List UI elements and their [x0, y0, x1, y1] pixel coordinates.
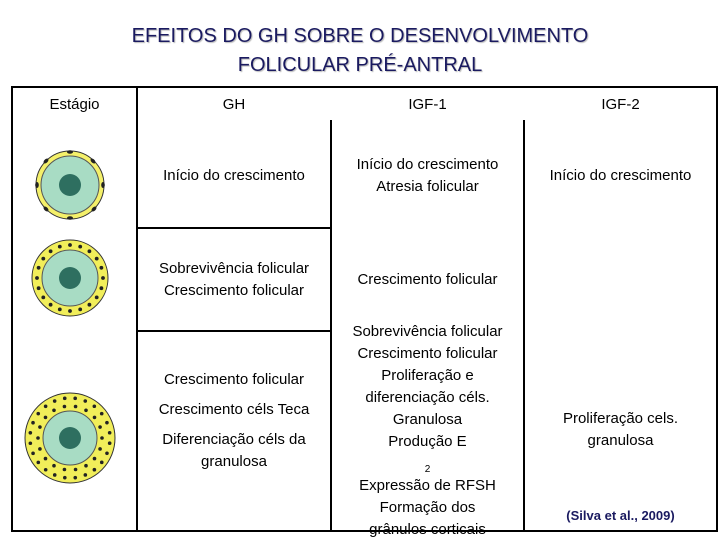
- granulosa-cell-nucleus: [44, 404, 48, 408]
- granulosa-cell-nucleus: [100, 461, 104, 465]
- granulosa-cell-nucleus: [36, 436, 40, 440]
- granulosa-cell-nucleus: [35, 276, 39, 280]
- granulosa-cell-nucleus: [29, 441, 33, 445]
- granulosa-cell-nucleus: [93, 457, 97, 461]
- granulosa-cell-nucleus: [68, 243, 72, 247]
- granulosa-cell-nucleus: [73, 476, 77, 480]
- granulosa-cell-nucleus: [29, 431, 33, 435]
- granulosa-cell-nucleus: [52, 464, 56, 468]
- granulosa-cell-nucleus: [88, 249, 92, 253]
- row1-igf2: Início do crescimento: [549, 166, 692, 184]
- granulosa-cell-nucleus: [95, 296, 99, 300]
- table-bottom: [11, 530, 718, 532]
- granulosa-cell-nucleus: [58, 307, 62, 311]
- granulosa-cell-nucleus: [100, 412, 104, 416]
- granulosa-cell-nucleus: [73, 397, 77, 401]
- granulosa-cell-nucleus: [63, 405, 67, 409]
- row3-igf2: Proliferação cels. granulosa: [562, 410, 679, 449]
- granulosa-cell-nucleus: [44, 416, 48, 420]
- granulosa-cell-nucleus: [31, 452, 35, 456]
- granulosa-cell-nucleus: [84, 408, 88, 412]
- granulosa-cell-nucleus: [84, 473, 88, 477]
- primary-follicle-icon: [28, 236, 112, 320]
- citation: (Silva et al., 2009): [566, 508, 675, 523]
- granulosa-cell-nucleus: [105, 451, 109, 455]
- granulosa-cell-nucleus: [49, 303, 53, 307]
- row1-gh: Início do crescimento: [163, 166, 305, 184]
- granulosa-cell-nucleus: [44, 457, 48, 461]
- granulosa-cell-nucleus: [38, 425, 42, 429]
- header-igf2: IGF-2: [601, 96, 640, 113]
- granulosa-cell-nucleus: [63, 476, 67, 480]
- oocyte-nucleus: [59, 267, 81, 289]
- row3-gh: Crescimento folicular Crescimento céls Teca Diferenciação céls da granulosa: [158, 371, 310, 470]
- header-igf1: IGF-1: [408, 96, 447, 113]
- row1-igf1: Início do crescimento Atresia folicular: [356, 155, 499, 195]
- granulosa-cell-nucleus: [49, 249, 53, 253]
- granulosa-cell-nucleus: [78, 245, 82, 249]
- row2-igf1: Crescimento folicular: [357, 270, 498, 288]
- granulosa-cell-nucleus: [31, 421, 35, 425]
- row-divider-2: [136, 330, 330, 332]
- title-line-1: EFEITOS DO GH SOBRE O DESENVOLVIMENTO: [131, 25, 589, 47]
- granulosa-cell-nucleus: [41, 257, 45, 261]
- granulosa-cell-nucleus: [78, 307, 82, 311]
- primordial-follicle-icon: [30, 145, 110, 225]
- granulosa-cell-nucleus: [58, 245, 62, 249]
- granulosa-cell-nucleus: [63, 397, 67, 401]
- granulosa-cell-nucleus: [68, 309, 72, 313]
- column-divider-right: [716, 86, 718, 532]
- granulosa-cell-nucleus: [44, 468, 48, 472]
- title-line-2: FOLICULAR PRÉ-ANTRAL: [237, 54, 483, 76]
- secondary-follicle-icon: [22, 390, 118, 486]
- granulosa-cell-nucleus: [53, 473, 57, 477]
- granulosa-cell-nucleus: [99, 286, 103, 290]
- slide-title: [0, 22, 720, 80]
- granulosa-cell-nucleus: [37, 286, 41, 290]
- header-gh: GH: [222, 96, 246, 113]
- granulosa-cell-nucleus: [101, 276, 105, 280]
- granulosa-cell-nucleus: [98, 425, 102, 429]
- granulosa-cell-nucleus: [36, 412, 40, 416]
- granulosa-cell-nucleus: [38, 447, 42, 451]
- granulosa-cell-nucleus: [83, 399, 87, 403]
- header-stage: Estágio: [49, 96, 100, 113]
- granulosa-cell-nucleus: [99, 266, 103, 270]
- granulosa-cell-nucleus: [37, 266, 41, 270]
- granulosa-cell-nucleus: [88, 303, 92, 307]
- granulosa-cell-nucleus: [74, 468, 78, 472]
- granulosa-cell-nucleus: [93, 468, 97, 472]
- granulosa-cell-nucleus: [41, 296, 45, 300]
- granulosa-cell-nucleus: [52, 408, 56, 412]
- granulosa-cell-nucleus: [93, 404, 97, 408]
- granulosa-cell-nucleus: [74, 405, 78, 409]
- oocyte-nucleus: [59, 174, 81, 196]
- granulosa-cell-nucleus: [95, 257, 99, 261]
- granulosa-cell-nucleus: [84, 464, 88, 468]
- row3-igf1: Sobrevivência folicular Crescimento folicular Proliferação e diferenciação céls. Granulosa Produção E $_2$ Expressão de RFSH Formação dos grânulos corticais: [352, 323, 503, 538]
- granulosa-cell-nucleus: [53, 399, 57, 403]
- row2-gh: Sobrevivência folicular Crescimento folicular: [158, 259, 310, 299]
- granulosa-cell-nucleus: [98, 447, 102, 451]
- granulosa-cell-nucleus: [108, 441, 112, 445]
- granulosa-cell-nucleus: [93, 416, 97, 420]
- granulosa-cell-nucleus: [36, 461, 40, 465]
- granulosa-cell-nucleus: [108, 431, 112, 435]
- oocyte-nucleus: [59, 427, 81, 449]
- granulosa-cell-nucleus: [100, 436, 104, 440]
- granulosa-cell-nucleus: [105, 421, 109, 425]
- granulosa-cell-nucleus: [63, 468, 67, 472]
